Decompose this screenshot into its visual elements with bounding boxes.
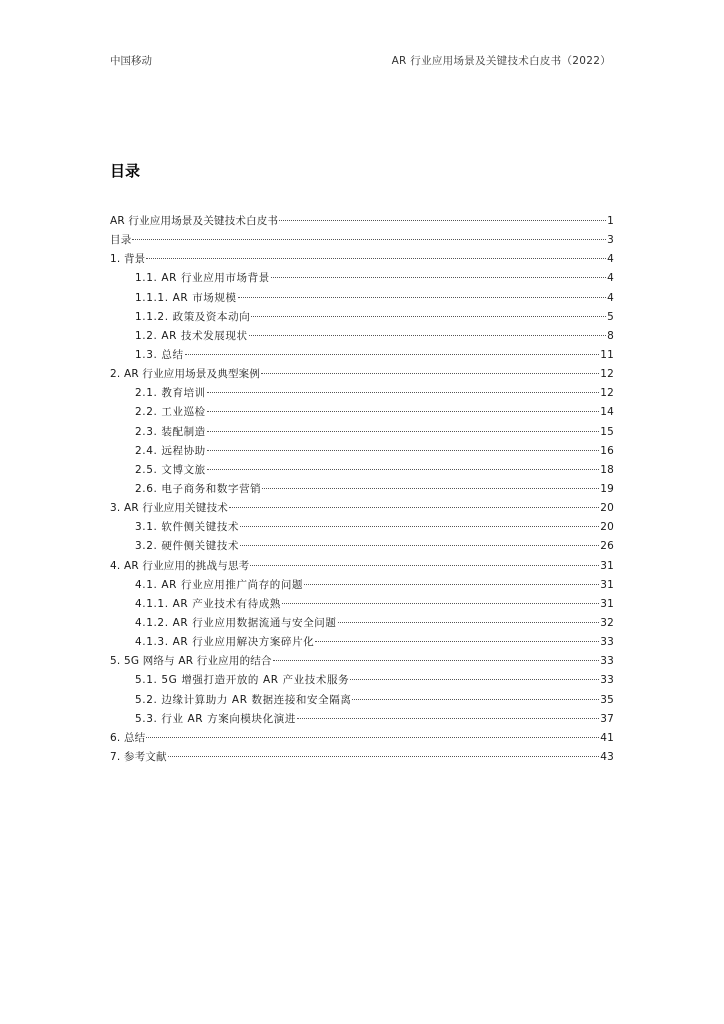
toc-entry-title: 目录	[110, 234, 132, 247]
toc-leader-dots	[315, 640, 599, 642]
toc-entry-title: 2.6. 电子商务和数字营销	[135, 482, 262, 495]
toc-entry-title: 1.1.1. AR 市场规模	[135, 291, 237, 304]
toc-entry-page: 8	[607, 329, 614, 342]
toc-leader-dots	[297, 717, 599, 719]
toc-entry-page: 12	[600, 368, 614, 381]
toc-entry[interactable]	[110, 346, 614, 365]
toc-entry[interactable]	[110, 614, 614, 633]
toc-entry-page: 14	[600, 406, 614, 419]
toc-entry-title: AR 行业应用场景及关键技术白皮书	[110, 215, 279, 227]
toc-entry[interactable]	[110, 691, 614, 710]
toc-entry[interactable]	[110, 748, 614, 767]
toc-entry-title: 1.3. 总结	[135, 348, 184, 361]
toc-entry-title: 2.3. 装配制造	[135, 425, 206, 438]
toc-entry[interactable]	[110, 652, 614, 671]
toc-entry-page: 20	[600, 521, 614, 534]
toc-leader-dots	[240, 544, 599, 546]
toc-leader-dots	[262, 487, 599, 489]
header-organization: 中国移动	[110, 55, 152, 67]
toc-entry[interactable]	[110, 729, 614, 748]
toc-leader-dots	[352, 698, 599, 700]
toc-entry-title: 2.4. 远程协助	[135, 444, 206, 457]
toc-entry-page: 33	[600, 636, 614, 649]
toc-entry-page: 31	[600, 559, 614, 572]
toc-entry-page: 26	[600, 540, 614, 553]
toc-entry[interactable]	[110, 537, 614, 556]
toc-leader-dots	[304, 583, 599, 585]
toc-entry[interactable]	[110, 595, 614, 614]
toc-entry[interactable]	[110, 423, 614, 442]
toc-entry[interactable]	[110, 365, 614, 384]
toc-leader-dots	[146, 736, 599, 738]
toc-leader-dots	[271, 276, 606, 278]
toc-entry-page: 12	[600, 387, 614, 400]
toc-entry-title: 1.1. AR 行业应用市场背景	[135, 272, 270, 285]
toc-entry-title: 6. 总结	[110, 731, 146, 744]
toc-entry[interactable]	[110, 269, 614, 288]
toc-entry-page: 35	[600, 693, 614, 706]
toc-entry[interactable]	[110, 557, 614, 576]
toc-entry-page: 33	[600, 674, 614, 687]
toc-leader-dots	[279, 219, 606, 221]
toc-entry[interactable]	[110, 327, 614, 346]
toc-leader-dots	[146, 257, 606, 259]
toc-entry-page: 15	[600, 425, 614, 438]
toc-leader-dots	[207, 410, 599, 412]
toc-leader-dots	[350, 678, 599, 680]
toc-entry-page: 33	[600, 655, 614, 668]
toc-entry[interactable]	[110, 250, 614, 269]
toc-entry-page: 16	[600, 444, 614, 457]
toc-entry[interactable]	[110, 231, 614, 250]
toc-leader-dots	[207, 468, 599, 470]
toc-entry-page: 18	[600, 463, 614, 476]
toc-leader-dots	[249, 334, 607, 336]
toc-entry-title: 3. AR 行业应用关键技术	[110, 502, 228, 515]
toc-entry[interactable]	[110, 518, 614, 537]
toc-leader-dots	[251, 315, 606, 317]
toc-entry-title: 2.5. 文博文旅	[135, 463, 206, 476]
toc-entry-page: 5	[607, 310, 614, 323]
toc-entry-title: 7. 参考文献	[110, 750, 167, 763]
toc-leader-dots	[238, 296, 607, 298]
toc-entry-title: 2.2. 工业巡检	[135, 406, 206, 419]
toc-entry-page: 20	[600, 502, 614, 515]
toc-entry-title: 2.1. 教育培训	[135, 387, 206, 400]
toc-entry[interactable]	[110, 633, 614, 652]
toc-entry-page: 3	[607, 234, 614, 247]
table-of-contents	[110, 212, 614, 767]
toc-entry-page: 19	[600, 482, 614, 495]
toc-leader-dots	[132, 238, 606, 240]
toc-heading: 目录	[110, 162, 141, 180]
toc-entry[interactable]	[110, 499, 614, 518]
toc-entry-title: 3.1. 软件侧关键技术	[135, 521, 240, 534]
toc-entry-page: 1	[607, 215, 614, 227]
toc-leader-dots	[250, 564, 599, 566]
toc-entry-page: 4	[607, 272, 614, 285]
toc-entry-page: 41	[600, 731, 614, 744]
toc-entry[interactable]	[110, 289, 614, 308]
toc-entry-title: 2. AR 行业应用场景及典型案例	[110, 368, 261, 381]
toc-entry-page: 4	[607, 291, 614, 304]
toc-entry[interactable]	[110, 671, 614, 690]
toc-entry[interactable]	[110, 710, 614, 729]
toc-entry[interactable]	[110, 480, 614, 499]
toc-entry-title: 5. 5G 网络与 AR 行业应用的结合	[110, 655, 272, 668]
toc-entry-title: 1. 背景	[110, 253, 146, 266]
toc-entry[interactable]	[110, 384, 614, 403]
toc-entry-title: 4. AR 行业应用的挑战与思考	[110, 559, 250, 572]
toc-leader-dots	[229, 506, 599, 508]
toc-entry-title: 5.3. 行业 AR 方案向模块化演进	[135, 712, 296, 725]
toc-entry-title: 4.1.2. AR 行业应用数据流通与安全问题	[135, 616, 337, 629]
toc-entry[interactable]	[110, 461, 614, 480]
toc-entry-page: 4	[607, 253, 614, 266]
toc-entry-page: 31	[600, 578, 614, 591]
toc-entry-title: 4.1. AR 行业应用推广尚存的问题	[135, 578, 304, 591]
toc-entry-title: 4.1.1. AR 产业技术有待成熟	[135, 597, 282, 610]
toc-leader-dots	[261, 372, 599, 374]
header-document-title: AR 行业应用场景及关键技术白皮书（2022）	[391, 55, 611, 67]
toc-entry-page: 32	[600, 616, 614, 629]
toc-entry-page: 43	[600, 750, 614, 763]
toc-entry-page: 31	[600, 597, 614, 610]
toc-leader-dots	[207, 449, 599, 451]
toc-entry-title: 3.2. 硬件侧关键技术	[135, 540, 240, 553]
toc-leader-dots	[185, 353, 600, 355]
toc-entry-title: 5.2. 边缘计算助力 AR 数据连接和安全隔离	[135, 693, 352, 706]
toc-leader-dots	[240, 525, 599, 527]
toc-leader-dots	[273, 659, 600, 661]
toc-entry-title: 5.1. 5G 增强打造开放的 AR 产业技术服务	[135, 674, 350, 687]
toc-entry[interactable]	[110, 576, 614, 595]
toc-leader-dots	[282, 602, 599, 604]
toc-entry[interactable]	[110, 403, 614, 422]
toc-entry-title: 4.1.3. AR 行业应用解决方案碎片化	[135, 636, 315, 649]
toc-leader-dots	[207, 391, 599, 393]
toc-leader-dots	[207, 430, 599, 432]
toc-entry-page: 37	[600, 712, 614, 725]
toc-entry-title: 1.1.2. 政策及资本动向	[135, 310, 251, 323]
toc-leader-dots	[168, 755, 599, 757]
toc-entry-title: 1.2. AR 技术发展现状	[135, 329, 248, 342]
toc-entry-page: 11	[600, 348, 614, 361]
toc-entry[interactable]	[110, 212, 614, 231]
toc-entry[interactable]	[110, 442, 614, 461]
toc-entry[interactable]	[110, 308, 614, 327]
toc-leader-dots	[338, 621, 600, 623]
